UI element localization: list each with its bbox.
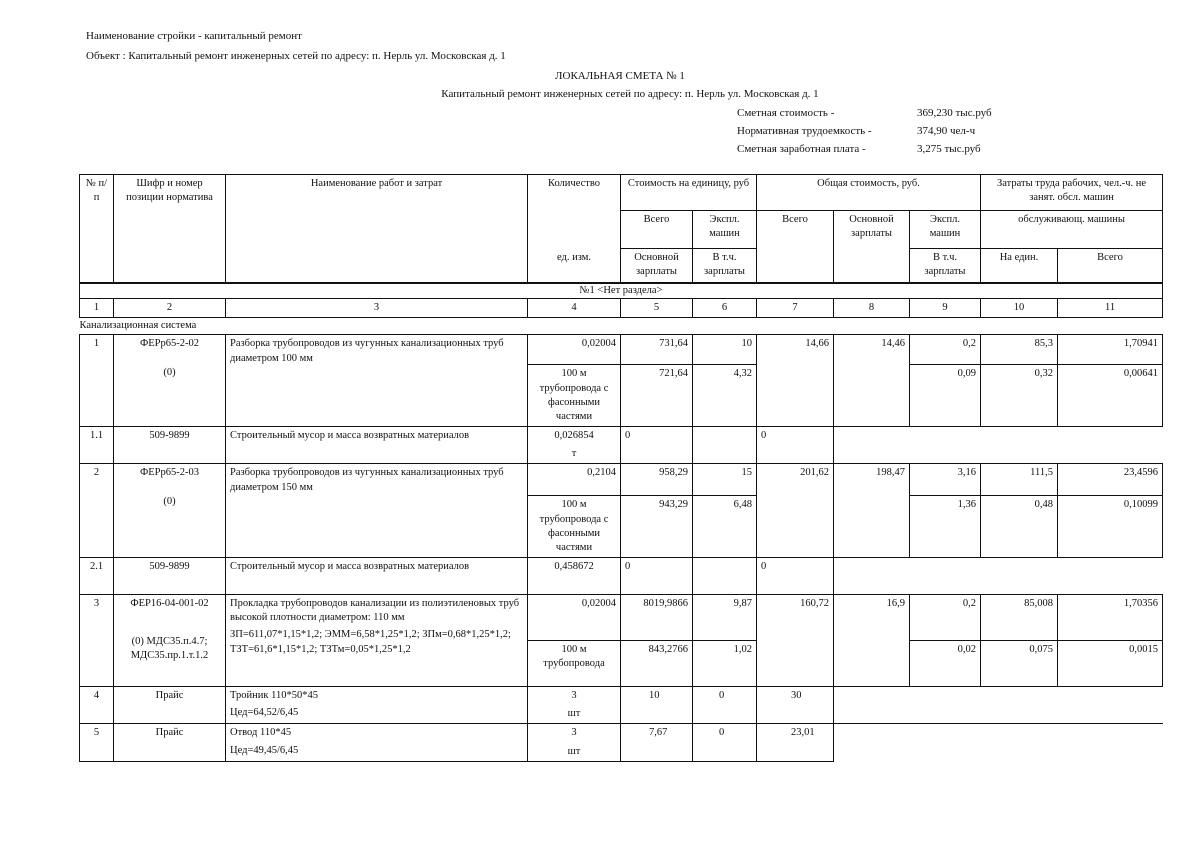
row-unit: 100 м трубопровода с фасонными частями [528, 496, 621, 558]
col-basepay-header: Основной зарплаты [834, 211, 910, 283]
row-c7: 0 [757, 427, 834, 464]
row-c10: 85,008 [981, 595, 1058, 641]
table-row [80, 558, 1163, 595]
col-unit-cost-header: Стоимость на единицу, руб [621, 175, 757, 211]
col-number: 4 [528, 299, 621, 318]
col-number: 1 [80, 299, 114, 318]
row-c7: 30 [757, 687, 834, 724]
row-c9: 0,2 [910, 595, 981, 641]
table-row [80, 427, 1163, 464]
row-c11b: 0,10099 [1058, 496, 1163, 558]
group-title: Канализационная система [80, 318, 1163, 335]
row-name [226, 595, 528, 687]
col-incl-pay9-header: В т.ч. зарплаты [910, 249, 981, 283]
col-serv-header: обслуживающ. машины [981, 211, 1163, 249]
row-c6: 0 [693, 724, 757, 761]
row-code [114, 464, 226, 558]
col-number: 9 [910, 299, 981, 318]
row-c9b: 0,02 [910, 641, 981, 687]
row-num: 3 [80, 595, 114, 687]
row-code: 509-9899 [114, 427, 226, 464]
row-num: 4 [80, 687, 114, 724]
col-name-header: Наименование работ и затрат [226, 175, 528, 283]
row-code-sub: (0) [163, 366, 176, 378]
document-title: ЛОКАЛЬНАЯ СМЕТА № 1 [555, 70, 685, 82]
row-qty-value: 3 [571, 690, 577, 702]
object-name: Объект : Капитальный ремонт инженерных сетей по адресу: п. Нерль ул. Московская д. 1 [86, 50, 506, 62]
row-name [226, 724, 528, 761]
row-c9b: 0,09 [910, 365, 981, 427]
row-c5: 10 [621, 687, 693, 724]
col-total-cost-header: Общая стоимость, руб. [757, 175, 981, 211]
col-unit-header: ед. изм. [528, 249, 621, 283]
row-c7: 14,66 [757, 335, 834, 427]
row-unit: т [571, 448, 577, 460]
row-c6: 10 [693, 335, 757, 365]
summary-wage [737, 143, 981, 155]
row-c8: 14,46 [834, 335, 910, 427]
row-qty-value: 0,026854 [554, 430, 594, 442]
construction-name: Наименование стройки - капитальный ремонт [86, 30, 302, 42]
row-c6b: 6,48 [693, 496, 757, 558]
row-code-sub: (0) МДС35.п.4.7; МДС35.пр.1.т.1.2 [130, 636, 209, 662]
row-c5: 0 [621, 427, 693, 464]
row-c5: 958,29 [621, 464, 693, 496]
summary-label: Сметная стоимость - [737, 107, 835, 119]
col-qty-header: Количество [528, 175, 621, 249]
row-c6: 9,87 [693, 595, 757, 641]
col-number: 7 [757, 299, 834, 318]
row-c8: 198,47 [834, 464, 910, 558]
table-row [80, 724, 1163, 761]
row-code: Прайс [114, 724, 226, 761]
row-c5b: 721,64 [621, 365, 693, 427]
row-c5: 7,67 [621, 724, 693, 761]
table-row [80, 687, 1163, 724]
summary-value: 369,230 тыс.руб [917, 107, 992, 119]
row-code-main: ФЕРр65-2-02 [139, 338, 200, 350]
row-c10: 111,5 [981, 464, 1058, 496]
row-c6 [693, 427, 757, 464]
col-number: 2 [114, 299, 226, 318]
row-c6: 15 [693, 464, 757, 496]
col-expl9-header: Экспл. машин [910, 211, 981, 249]
row-empty [834, 724, 1163, 761]
row-c10b: 0,075 [981, 641, 1058, 687]
row-qty: 0,02004 [528, 595, 621, 641]
row-c6b: 4,32 [693, 365, 757, 427]
row-c6: 0 [693, 687, 757, 724]
col-number: 8 [834, 299, 910, 318]
col-labor-header: Затраты труда рабочих, чел.-ч. не занят. обсл. машин [981, 175, 1163, 211]
col-number: 11 [1058, 299, 1163, 318]
table-row [80, 464, 1163, 496]
col-number: 5 [621, 299, 693, 318]
row-unit: 100 м трубопровода [528, 641, 621, 687]
row-name-main: Тройник 110*50*45 [230, 690, 318, 702]
col-number: 10 [981, 299, 1058, 318]
col-expl-header: Экспл. машин [693, 211, 757, 249]
row-qty [528, 687, 621, 724]
col-number: 3 [226, 299, 528, 318]
col-all-header: Всего [621, 211, 693, 249]
row-c11: 1,70941 [1058, 335, 1163, 365]
row-num: 1 [80, 335, 114, 427]
row-c11: 23,4596 [1058, 464, 1163, 496]
row-c5b: 943,29 [621, 496, 693, 558]
row-c6 [693, 558, 757, 595]
row-name: Строительный мусор и масса возвратных материалов [226, 558, 528, 595]
row-c11b: 0,00641 [1058, 365, 1163, 427]
row-unit: 100 м трубопровода с фасонными частями [528, 365, 621, 427]
row-code-sub: (0) [163, 495, 176, 507]
row-name-price: Цед=49,45/6,45 [230, 744, 299, 756]
row-qty: 0,2104 [528, 464, 621, 496]
row-c7: 160,72 [757, 595, 834, 687]
row-c7: 23,01 [757, 724, 834, 761]
row-name-price: Цед=64,52/6,45 [230, 707, 299, 719]
table-row [80, 595, 1163, 641]
row-name: Строительный мусор и масса возвратных материалов [226, 427, 528, 464]
row-qty [528, 724, 621, 761]
row-c10: 85,3 [981, 335, 1058, 365]
row-c10b: 0,32 [981, 365, 1058, 427]
col-total11-header: Всего [1058, 249, 1163, 283]
row-c10b: 0,48 [981, 496, 1058, 558]
row-c9: 3,16 [910, 464, 981, 496]
row-num: 5 [80, 724, 114, 761]
row-qty [528, 427, 621, 464]
row-code-main: ФЕР16-04-001-02 [130, 598, 209, 610]
row-c11b: 0,0015 [1058, 641, 1163, 687]
document-subtitle: Капитальный ремонт инженерных сетей по адресу: п. Нерль ул. Московская д. 1 [441, 88, 819, 100]
row-c5: 8019,9866 [621, 595, 693, 641]
summary-value: 374,90 чел-ч [917, 125, 976, 137]
row-name-formula: ЗП=611,07*1,15*1,2; ЭММ=6,58*1,25*1,2; ЗПм=0,68*1,25*1,2; ТЗТ=61,6*1,15*1,2; ТЗТм=0,05*1,25*1,2 [230, 629, 511, 655]
row-c5b: 843,2766 [621, 641, 693, 687]
row-code-main: ФЕРр65-2-03 [139, 467, 200, 479]
summary-label: Сметная заработная плата - [737, 143, 866, 155]
row-name-main: Прокладка трубопроводов канализации из полиэтиленовых труб высокой плотности диаметром: 110 мм [230, 598, 520, 624]
col-incl-pay-header: В т.ч. зарплаты [693, 249, 757, 283]
row-unit: шт [567, 745, 581, 757]
row-name: Разборка трубопроводов из чугунных канализационных труб диаметром 150 мм [226, 464, 528, 558]
summary-labor [737, 125, 976, 137]
estimate-table [79, 174, 1163, 762]
row-num: 1.1 [80, 427, 114, 464]
row-num: 2.1 [80, 558, 114, 595]
row-c8: 16,9 [834, 595, 910, 687]
row-unit: шт [567, 708, 581, 720]
row-name: Разборка трубопроводов из чугунных канализационных труб диаметром 100 мм [226, 335, 528, 427]
col-base-pay-header: Основной зарплаты [621, 249, 693, 283]
row-num: 2 [80, 464, 114, 558]
col-number: 6 [693, 299, 757, 318]
row-qty-value: 3 [571, 727, 577, 739]
row-code: Прайс [114, 687, 226, 724]
row-empty [834, 558, 1163, 595]
summary-cost [737, 107, 992, 119]
row-code: 509-9899 [114, 558, 226, 595]
summary-label: Нормативная трудоемкость - [737, 125, 872, 137]
row-c7: 201,62 [757, 464, 834, 558]
row-c5: 0 [621, 558, 693, 595]
row-empty [834, 687, 1163, 724]
col-num-header: № п/п [80, 175, 114, 283]
row-empty [834, 427, 1163, 464]
row-c7: 0 [757, 558, 834, 595]
row-name-main: Отвод 110*45 [230, 727, 292, 739]
row-c9b: 1,36 [910, 496, 981, 558]
summary-value: 3,275 тыс.руб [917, 143, 981, 155]
row-c11: 1,70356 [1058, 595, 1163, 641]
col-total-header: Всего [757, 211, 834, 283]
table-row [80, 335, 1163, 365]
row-c6b: 1,02 [693, 641, 757, 687]
col-code-header: Шифр и номер позиции норматива [114, 175, 226, 283]
row-c5: 731,64 [621, 335, 693, 365]
col-per-unit-header: На един. [981, 249, 1058, 283]
row-qty: 0,458672 [528, 558, 621, 595]
row-c9: 0,2 [910, 335, 981, 365]
row-name [226, 687, 528, 724]
row-qty: 0,02004 [528, 335, 621, 365]
row-code [114, 335, 226, 427]
section-title: №1 <Нет раздела> [80, 283, 1163, 299]
row-code [114, 595, 226, 687]
